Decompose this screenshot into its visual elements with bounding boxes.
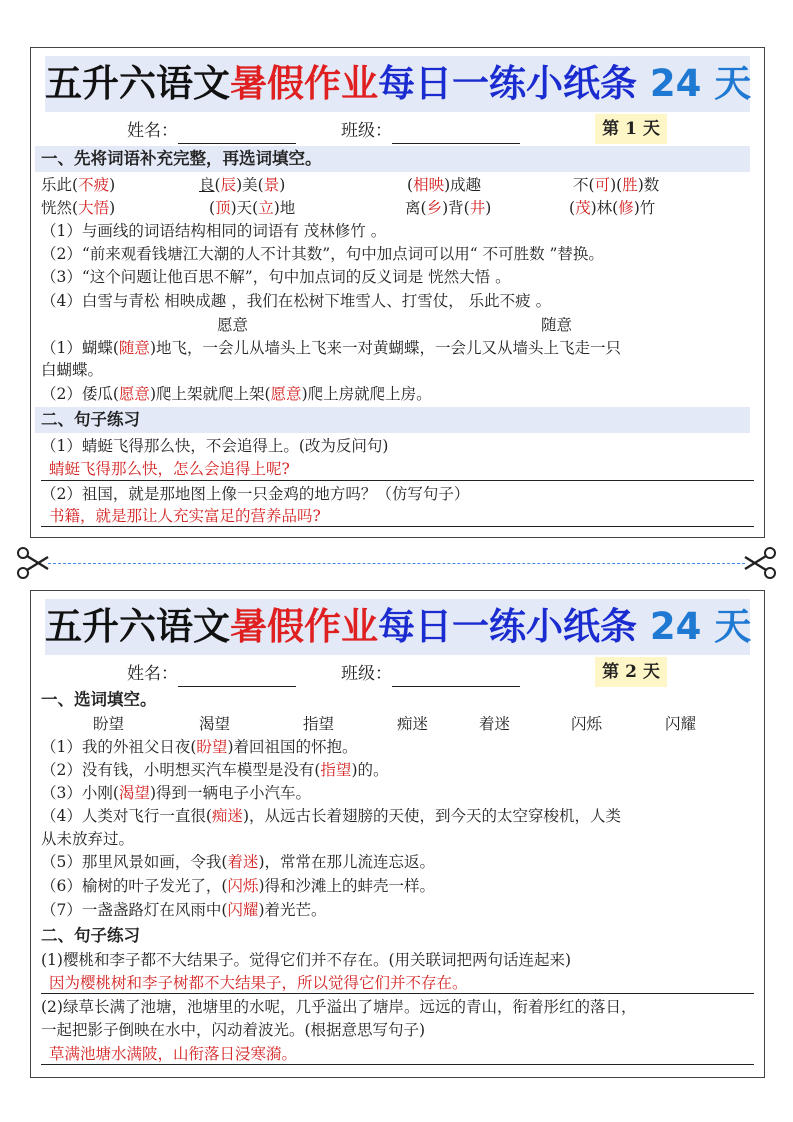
answer: 相映 (413, 176, 445, 194)
text: （4）人类对飞行一直很( (41, 807, 212, 825)
text: （1）蝴蝶( (41, 339, 119, 357)
question-line: （1）与画线的词语结构相同的词语有 茂林修竹 。 (41, 222, 387, 240)
worksheet-title (45, 62, 750, 106)
text: （1）我的外祖父日夜( (41, 738, 197, 756)
word-option: 盼望 (93, 715, 125, 733)
idiom-item (41, 174, 115, 196)
answer-line (41, 1064, 754, 1065)
text: )数 (637, 176, 660, 194)
idiom-item (405, 197, 491, 219)
worksheet-card-day1 (30, 47, 765, 538)
answer: 随意 (118, 339, 150, 357)
question-line (41, 759, 389, 781)
sentence-answer: 书籍，就是那让人充实富足的营养品吗? (49, 507, 321, 525)
sentence-task: (1)樱桃和李子都不大结果子。觉得它们并不存在。(用关联词把两句话连起来) (41, 951, 572, 969)
answer: 辰 (220, 176, 237, 194)
question-line (41, 875, 435, 897)
text: （2）倭瓜( (41, 385, 119, 403)
answer-line (41, 480, 754, 481)
title-banner (45, 56, 750, 112)
class-label: 班级： (341, 664, 392, 684)
text: ) (109, 199, 116, 217)
text: )，从远古长着翅膀的天使，到今天的太空穿梭机，人类 (242, 807, 621, 825)
answer: 乡 (426, 199, 443, 217)
text: ( (209, 199, 216, 217)
text: )美( (236, 176, 264, 194)
answer-line (41, 526, 754, 527)
answer: 大悟 (78, 199, 110, 217)
word-option: 指望 (303, 715, 335, 733)
answer: 闪耀 (227, 901, 259, 919)
answer: 修 (618, 199, 634, 217)
sentence-task: 一起把影子倒映在水中，闪动着波光。(根据意思写句子) (41, 1021, 426, 1039)
word-option: 闪耀 (665, 715, 697, 733)
text: （6）榆树的叶子发光了，( (41, 877, 228, 895)
text: ) (109, 176, 116, 194)
question-line: 白蝴蝶。 (41, 361, 104, 379)
text: )爬上房就爬上房。 (301, 385, 432, 403)
answer: 闪烁 (227, 877, 259, 895)
option-word: 愿意 (217, 316, 249, 334)
name-field (127, 661, 296, 687)
title-part-days: 24 天 (649, 62, 752, 105)
word-option: 痴迷 (397, 715, 429, 733)
title-banner (45, 599, 750, 655)
text: )林( (590, 199, 619, 217)
answer: 景 (263, 176, 280, 194)
answer: 顶 (215, 199, 231, 217)
title-part-grade: 五升六语文 (45, 62, 230, 105)
question-line (41, 736, 358, 758)
day-badge: 第 1 天 (595, 114, 667, 144)
title-part-days: 24 天 (649, 605, 752, 648)
text: )的。 (351, 761, 389, 779)
text: （2）没有钱，小明想买汽车模型是没有( (41, 761, 321, 779)
text: ) (485, 199, 492, 217)
text: ( (214, 176, 221, 194)
sentence-answer: 蜻蜓飞得那么快，怎么会追得上呢? (49, 460, 290, 478)
answer: 愿意 (118, 385, 150, 403)
answer: 愿意 (270, 385, 302, 403)
worksheet-title (45, 605, 750, 649)
text: )竹 (633, 199, 656, 217)
section-heading: 一、选词填空。 (41, 690, 157, 709)
text: （7）一盏盏路灯在风雨中( (41, 901, 228, 919)
idiom-item (41, 197, 115, 219)
scissors-icon (16, 545, 50, 581)
text: )成趣 (444, 176, 482, 194)
word-option: 渴望 (199, 715, 231, 733)
title-part-daily: 每日一练小纸条 (378, 605, 637, 648)
word-option: 闪烁 (571, 715, 603, 733)
class-field (341, 118, 520, 144)
text: 恍然( (41, 199, 79, 217)
sentence-answer: 草满池塘水满陂，山衔落日浸寒漪。 (49, 1045, 298, 1063)
name-input-line[interactable] (178, 669, 296, 687)
title-part-grade: 五升六语文 (45, 605, 230, 648)
day-badge: 第 2 天 (595, 657, 667, 687)
text: ) (279, 176, 286, 194)
sentence-answer: 因为樱桃树和李子树都不大结果子，所以觉得它们并不存在。 (49, 974, 468, 992)
text: （3）小刚( (41, 784, 119, 802)
idiom-item (209, 197, 295, 219)
question-line: （4）白雪与青松 相映成趣 ，我们在松树下堆雪人、打雪仗， 乐此不疲 。 (41, 292, 552, 310)
class-field (341, 661, 520, 687)
text: )着回祖国的怀抱。 (227, 738, 358, 756)
text: )爬上架就爬上架( (149, 385, 271, 403)
class-input-line[interactable] (392, 126, 520, 144)
sentence-task: （2）祖国，就是那地图上像一只金鸡的地方吗？（仿写句子） (41, 485, 470, 503)
text: )得和沙滩上的蚌壳一样。 (258, 877, 435, 895)
title-part-summer: 暑假作业 (230, 605, 378, 648)
class-input-line[interactable] (392, 669, 520, 687)
sentence-task: （1）蜻蜓飞得那么快，不会追得上。(改为反问句) (41, 437, 389, 455)
idiom-item (199, 174, 285, 196)
answer-line (41, 993, 754, 994)
text: )地飞，一会儿从墙头上飞来一对黄蝴蝶，一会儿又从墙头上飞走一只 (149, 339, 621, 357)
class-label: 班级： (341, 121, 392, 141)
text: 不( (573, 176, 595, 194)
question-line: （2）“前来观看钱塘江大潮的人不计其数”，句中加点词可以用“ 不可胜数 ”替换。 (41, 245, 604, 263)
title-part-daily: 每日一练小纸条 (378, 62, 637, 105)
idiom-row-1 (41, 174, 761, 196)
text: 乐此( (41, 176, 79, 194)
name-label: 姓名： (127, 664, 178, 684)
text: )天( (230, 199, 259, 217)
text: ( (569, 199, 576, 217)
title-part-summer: 暑假作业 (230, 62, 378, 105)
text: )背( (442, 199, 470, 217)
answer: 不疲 (78, 176, 110, 194)
dashed-cut-line (48, 563, 745, 564)
text: )( (610, 176, 623, 194)
question-line (41, 805, 621, 827)
option-word: 随意 (541, 316, 573, 334)
section-heading: 一、先将词语补充完整，再选词填空。 (35, 146, 750, 172)
question-line (41, 851, 435, 873)
scissors-icon (743, 545, 777, 581)
answer: 痴迷 (211, 807, 243, 825)
question-line (41, 383, 432, 405)
answer: 盼望 (196, 738, 228, 756)
question-line: （3）“这个问题让他百思不解”，句中加点词的反义词是 恍然大悟 。 (41, 268, 511, 286)
text: ( (407, 176, 414, 194)
text: 良 (199, 176, 215, 194)
idiom-item (573, 174, 659, 196)
section-heading: 二、句子练习 (35, 407, 750, 433)
question-line (41, 782, 311, 804)
worksheet-card-day2 (30, 590, 765, 1078)
answer: 着迷 (227, 853, 259, 871)
text: )得到一辆电子小汽车。 (149, 784, 311, 802)
answer: 渴望 (118, 784, 150, 802)
name-input-line[interactable] (178, 126, 296, 144)
text: （5）那里风景如画，令我( (41, 853, 228, 871)
answer: 胜 (622, 176, 638, 194)
answer: 可 (594, 176, 611, 194)
text: 离( (405, 199, 427, 217)
idiom-item (569, 197, 655, 219)
text: )，常常在那儿流连忘返。 (258, 853, 435, 871)
text: )着光芒。 (258, 901, 327, 919)
idiom-row-2 (41, 197, 761, 219)
section-heading: 二、句子练习 (41, 926, 140, 945)
question-line (41, 899, 327, 921)
text: )地 (273, 199, 296, 217)
answer: 井 (469, 199, 486, 217)
answer: 茂 (575, 199, 591, 217)
word-bank (41, 713, 761, 735)
question-line: 从未放弃过。 (41, 830, 135, 848)
answer: 立 (258, 199, 274, 217)
answer: 指望 (320, 761, 352, 779)
sentence-task: (2)绿草长满了池塘，池塘里的水呢，几乎溢出了塘岸。远远的青山，衔着彤红的落日， (41, 998, 637, 1016)
idiom-item (407, 174, 481, 196)
word-option: 着迷 (479, 715, 511, 733)
name-label: 姓名： (127, 121, 178, 141)
name-field (127, 118, 296, 144)
question-line (41, 337, 621, 359)
